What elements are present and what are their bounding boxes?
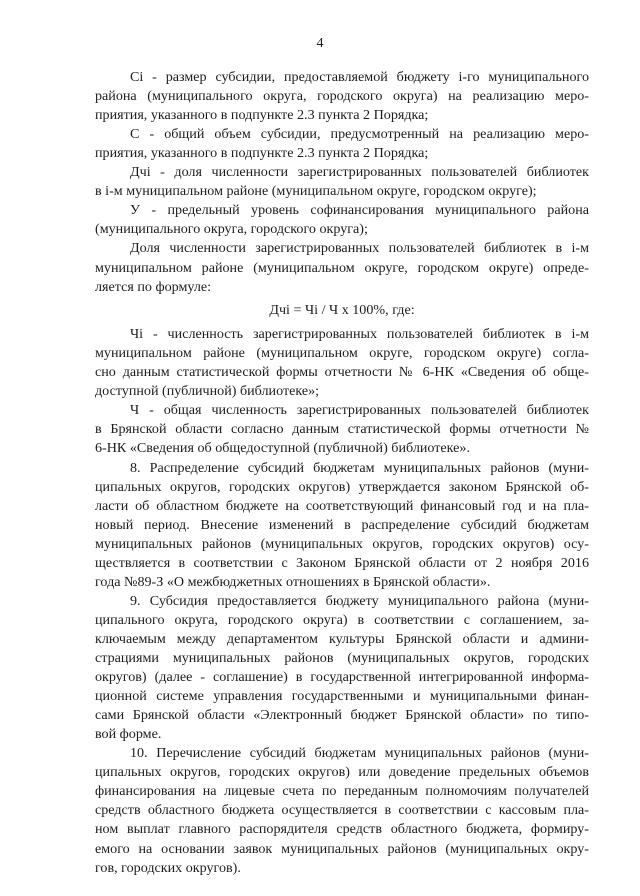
text-line: ционной системе управления государственными и муниципальными финан-: [95, 688, 589, 704]
text-line: ном выплат главного распорядителя средств областного бюджета, формиру-: [95, 821, 589, 837]
text-line: ключаемым между департаментом культуры Брянской области и админи-: [95, 631, 589, 647]
text-line: С - общий объем субсидии, предусмотренный на реализацию меро-: [130, 126, 589, 142]
text-line: года №89-З «О межбюджетных отношениях в Брянской области».: [95, 574, 491, 590]
text-line: приятия, указанного в подпункте 2.3 пункта 2 Порядка;: [95, 145, 429, 161]
formula: Дчі = Чі / Ч х 100%, где:: [269, 302, 415, 318]
text-line: ципального округа, городского округа) в соответствии с соглашением, за-: [95, 612, 589, 628]
text-line: ласти об областном бюджете на соответствующий финансовый год и на пла-: [95, 498, 589, 514]
text-line: в і-м муниципальном районе (муниципальном округе, городском округе);: [95, 183, 537, 199]
page-number: 4: [316, 36, 324, 51]
text-line: ществляется в соответствии с Законом Брянской области от 2 ноября 2016: [95, 555, 589, 571]
text-line: 10. Перечисление субсидий бюджетам муниципальных районов (муни-: [130, 745, 589, 761]
text-line: Сі - размер субсидии, предоставляемой бюджету і-го муниципального: [130, 69, 589, 85]
text-line: средств областного бюджета осуществляется в соответствии с кассовым пла-: [95, 802, 589, 818]
text-line: страциями муниципальных районов (муниципальных округов, городских: [95, 650, 589, 666]
text-line: округов) (далее - соглашение) в государственной интегрированной информа-: [95, 669, 589, 685]
text-line: Дчі - доля численности зарегистрированных пользователей библиотек: [130, 164, 589, 180]
text-line: приятия, указанного в подпункте 2.3 пункта 2 Порядка;: [95, 107, 429, 123]
text-line: доступной (публичной) библиотеке»;: [95, 383, 320, 399]
text-line: Доля численности зарегистрированных пользователей библиотек в і-м: [130, 240, 589, 256]
text-line: муниципальном районе (муниципальном округе, городском округе) согла-: [95, 345, 589, 361]
text-line: 9. Субсидия предоставляется бюджету муниципального района (муни-: [130, 593, 589, 609]
text-line: Чі - численность зарегистрированных пользователей библиотек в і-м: [130, 326, 589, 342]
text-line: (муниципального округа, городского округа);: [95, 221, 368, 237]
text-line: У - предельный уровень софинансирования муниципального района: [130, 202, 589, 218]
text-line: ляется по формуле:: [95, 279, 212, 295]
text-line: гов, городских округов).: [95, 860, 241, 876]
text-line: муниципальном районе (муниципальном округе, городском округе) опреде-: [95, 260, 589, 276]
text-line: ципальных округов, городских округов) или доведение предельных объемов: [95, 764, 589, 780]
text-line: сно данным статистической формы отчетности № 6-НК «Сведения об обще-: [95, 364, 589, 380]
text-line: вой форме.: [95, 726, 162, 742]
text-line: 6-НК «Сведения об общедоступной (публичной) библиотеке».: [95, 440, 471, 456]
text-line: ципальных округов, городских округов) утверждается законом Брянской об-: [95, 479, 589, 495]
text-line: муниципальных районов (муниципальных округов, городских округов) осу-: [95, 536, 589, 552]
text-line: емого на основании заявок муниципальных районов (муниципальных окру-: [95, 841, 589, 857]
text-line: в Брянской области согласно данным статистической формы отчетности №: [95, 421, 589, 437]
text-line: финансирования на лицевые счета по переданным полномочиям получателей: [95, 783, 589, 799]
text-line: новый период. Внесение изменений в распределение субсидий бюджетам: [95, 517, 589, 533]
text-line: 8. Распределение субсидий бюджетам муниципальных районов (муни-: [130, 460, 589, 476]
text-line: района (муниципального округа, городского округа) на реализацию меро-: [95, 88, 589, 104]
text-line: сами Брянской области «Электронный бюджет Брянской области» по типо-: [95, 707, 589, 723]
text-line: Ч - общая численность зарегистрированных пользователей библиотек: [130, 402, 589, 418]
